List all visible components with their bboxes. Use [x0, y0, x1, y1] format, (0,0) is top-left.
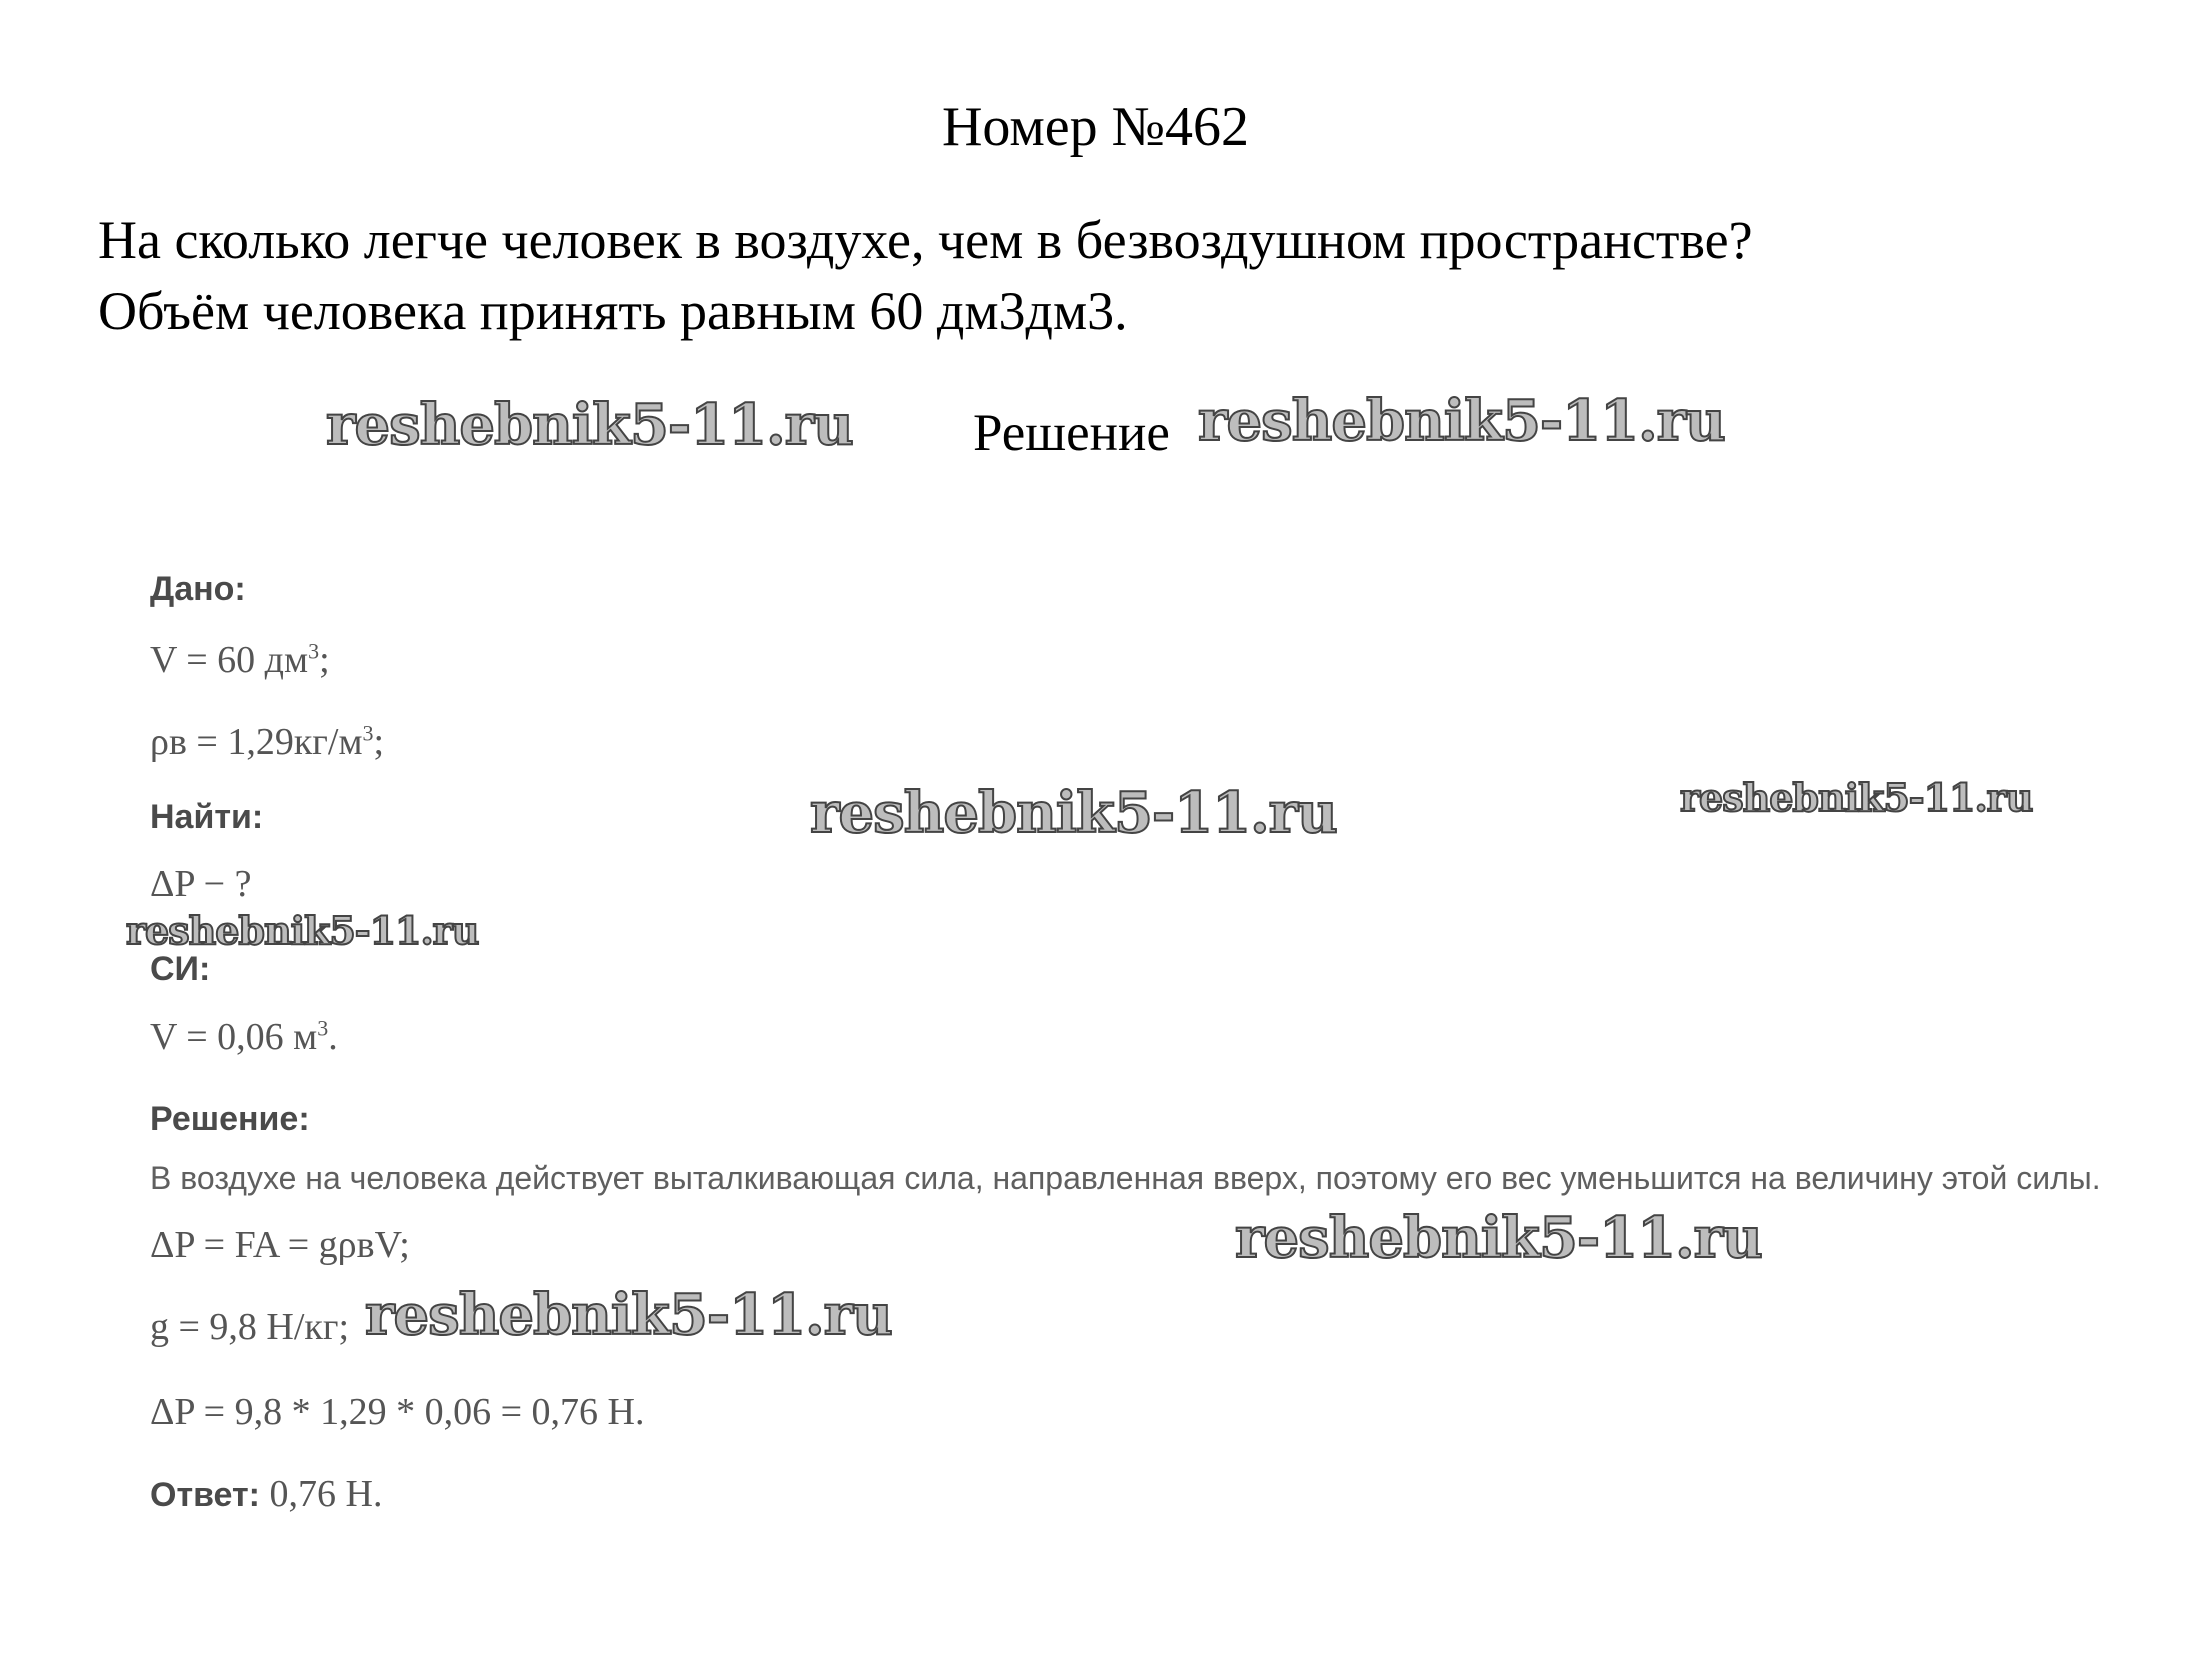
given-volume: V = 60 $дм^3$;: [150, 638, 330, 681]
watermark: reshebnik5-11.ru: [1680, 775, 2033, 820]
calculation: ΔP = 9,8 * 1,29 * 0,06 = 0,76 Н.: [150, 1391, 645, 1433]
watermark: reshebnik5-11.ru: [1235, 1205, 1762, 1271]
page-title: Номер №462: [941, 96, 1250, 158]
answer: [150, 1472, 382, 1516]
watermark: reshebnik5-11.ru: [126, 908, 479, 953]
si-value: V = 0,06 $м^3$.: [150, 1015, 338, 1058]
find-value: ΔP − ?: [150, 863, 252, 905]
watermark: reshebnik5-11.ru: [326, 392, 853, 458]
watermark: reshebnik5-11.ru: [1198, 388, 1725, 454]
g-value: g = 9,8 Н/кг;: [150, 1306, 350, 1348]
solution-heading: Решение: [973, 404, 1170, 462]
find-label: Найти:: [150, 798, 264, 836]
question-line-2: Объём человека принять равным 60 дм3дм3.: [98, 281, 1128, 341]
solution-label: Решение:: [150, 1100, 310, 1138]
given-label: Дано:: [150, 570, 246, 608]
answer-value: 0,76 Н.: [269, 1473, 383, 1515]
solution-explanation: В воздухе на человека действует выталкивающая сила, направленная вверх, поэтому его вес уменьшится на величину этой силы.: [150, 1160, 2101, 1196]
watermark: reshebnik5-11.ru: [365, 1282, 892, 1348]
given-density: $\rho в = 1,29кг/м^3$;: [150, 720, 385, 763]
answer-label: Ответ:: [150, 1476, 260, 1514]
si-label: СИ:: [150, 950, 211, 988]
formula: ΔP = FA = gρвV;: [150, 1224, 410, 1266]
watermark: reshebnik5-11.ru: [810, 780, 1337, 846]
question-line-1: На сколько легче человек в воздухе, чем в безвоздушном пространстве?: [98, 210, 1753, 270]
